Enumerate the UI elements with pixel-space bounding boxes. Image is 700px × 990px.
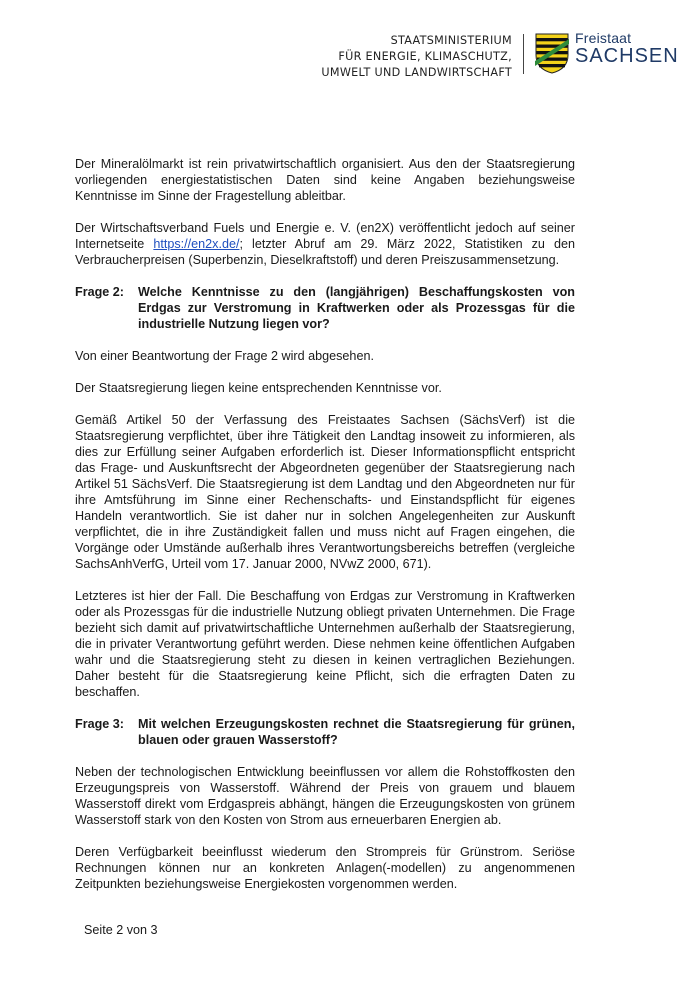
paragraph-green-electricity: Deren Verfügbarkeit beeinflusst wiederum den Strompreis für Grünstrom. Seriöse Rechnungen können nur an konkreten Anlagen(-modellen) zu angenommenen Zeitpunkten beziehungsweise Energiekosten vorgenommen werden.: [75, 845, 575, 891]
ministry-line-2: FÜR ENERGIE, KLIMASCHUTZ,: [338, 50, 512, 63]
ministry-line-1: STAATSMINISTERIUM: [390, 34, 512, 47]
page-number: Seite 2 von 3: [84, 923, 158, 937]
ministry-line-3: UMWELT UND LANDWIRTSCHAFT: [321, 66, 512, 79]
paragraph-en2x: [75, 220, 575, 268]
paragraph-legal-basis: Gemäß Artikel 50 der Verfassung des Freistaates Sachsen (SächsVerf) ist die Staatsregierung verpflichtet, über ihre Tätigkeit den Landtag insoweit zu informieren, als dies zur Erfüllung seiner Aufgaben erforderlich ist. Dieser Informationspflicht entspricht das Frage- und Auskunftsrecht der Abgeordneten gegenüber der Staatsregierung nach Artikel 51 SächsVerf. Die Staatsregierung ist dem Landtag und den Abgeordneten nur für ihre Amtsführung im Sinne einer Rechenschafts- und Einstandspflicht für eigenes Handeln verantwortlich. Sie ist daher nur in solchen Angelegenheiten zur Auskunft verpflichtet, die in ihre Zuständigkeit fallen und muss nicht auf Fragen eingehen, die Vorgänge oder Umstände außerhalb ihres Verantwortungsbereichs betreffen (vergleiche SachsAnhVerfG, Urteil vom 17. Januar 2000, NVwZ 2000, 671).: [75, 413, 575, 571]
paragraph-no-knowledge: Der Staatsregierung liegen keine entsprechenden Kenntnisse vor.: [75, 381, 442, 395]
saxony-coat-of-arms-icon: [535, 33, 569, 74]
brand-small: Freistaat: [575, 30, 632, 46]
paragraph-private-companies: Letzteres ist hier der Fall. Die Beschaffung von Erdgas zur Verstromung in Kraftwerken oder als Prozessgas für die industrielle Nutzung obliegt privaten Unternehmen. Die Frage bezieht sich damit auf privatwirtschaftliche Unternehmen außerhalb der Staatsregierung, die in privater Verantwortung geführt werden. Diese nehmen keine öffentlichen Aufgaben wahr und die Staatsregierung steht zu diesen in keinen vertraglichen Beziehungen. Daher besteht für die Staatsregierung keine Pflicht, sich die erfragten Daten zu beschaffen.: [75, 589, 575, 699]
question-3: [75, 716, 575, 748]
ministry-name: [321, 33, 512, 81]
paragraph-hydrogen-costs: Neben der technologischen Entwicklung beeinflussen vor allem die Rohstoffkosten den Erzeugungspreis von Wasserstoff. Während der Preis von grauem und blauem Wasserstoff direkt vom Erdgaspreis abhängt, hängen die Erzeugungskosten von grünem Wasserstoff stark von den Kosten von Strom aus erneuerbaren Energien ab.: [75, 765, 575, 827]
header-divider: [523, 34, 524, 74]
question-3-text: Mit welchen Erzeugungskosten rechnet die Staatsregierung für grünen, blauen oder grauen Wasserstoff?: [138, 717, 575, 747]
en2x-link[interactable]: https://en2x.de/: [153, 237, 240, 251]
question-3-label: Frage 3:: [75, 717, 124, 731]
question-2: [75, 284, 575, 332]
document-body: [75, 156, 575, 908]
question-2-label: Frage 2:: [75, 285, 124, 299]
en2x-text-after: ; letzter Abruf am 29. März 2022, Statistiken zu den Verbraucherpreisen (Superbenzin, Dieselkraftstoff) und deren Preiszusammensetzung.: [75, 237, 575, 267]
paragraph-no-answer: Von einer Beantwortung der Frage 2 wird abgesehen.: [75, 349, 374, 363]
brand-big: SACHSEN: [575, 45, 679, 67]
en2x-text-before: Der Wirtschaftsverband Fuels und Energie e. V. (en2X) veröffentlicht jedoch auf seiner Internetseite: [75, 221, 575, 251]
paragraph-mineraloelmarkt: Der Mineralölmarkt ist rein privatwirtschaftlich organisiert. Aus den der Staatsregierung vorliegenden energiestatistischen Daten sind keine Angaben beziehungsweise Kenntnisse im Sinne der Fragestellung ableitbar.: [75, 157, 575, 203]
question-2-text: Welche Kenntnisse zu den (langjährigen) Beschaffungskosten von Erdgas zur Verstromung in Kraftwerken oder als Prozessgas für die industrielle Nutzung liegen vor?: [138, 285, 575, 331]
brand-logo: [575, 31, 679, 66]
